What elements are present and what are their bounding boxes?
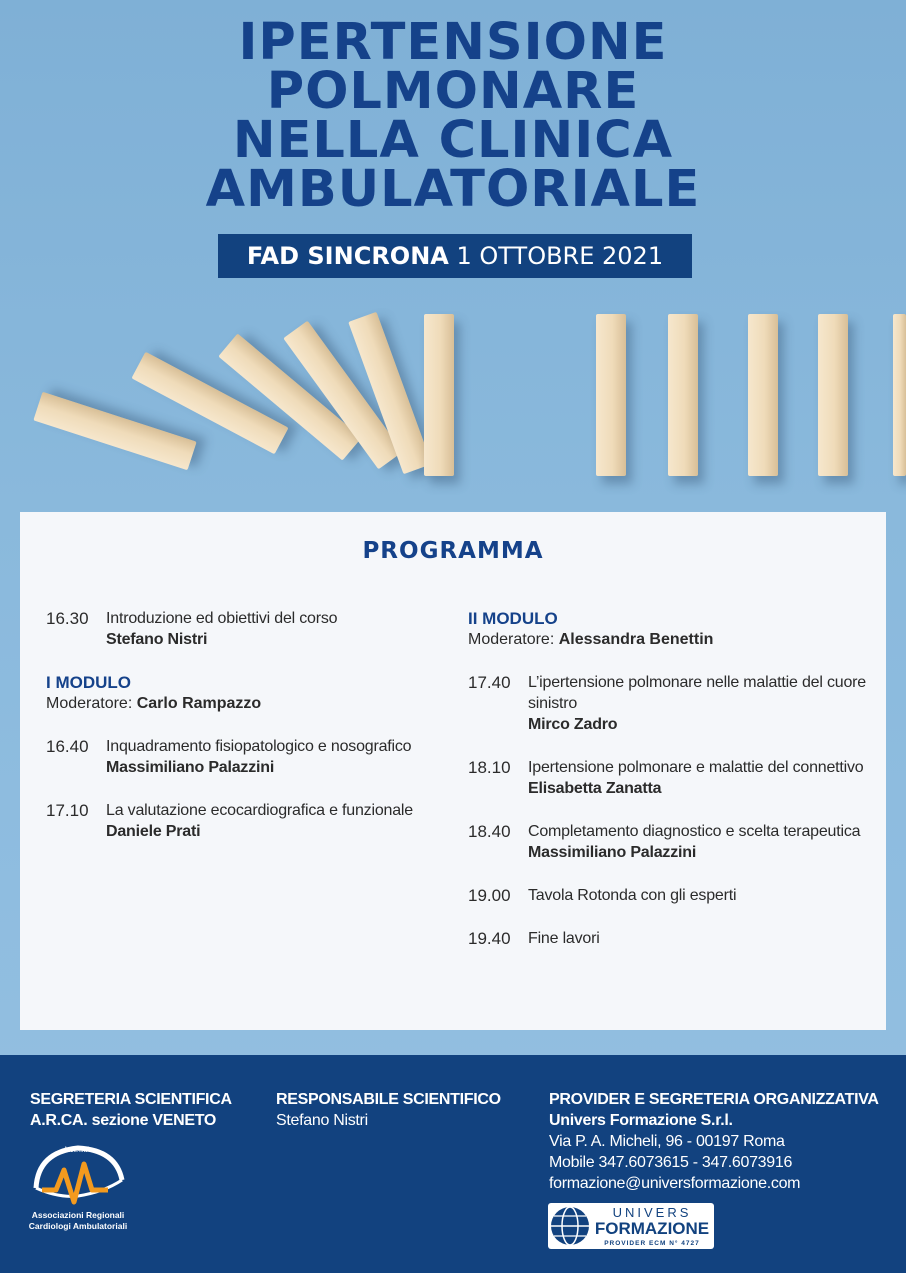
item-speaker: Stefano Nistri [106,631,208,648]
item-time: 16.30 [46,609,89,628]
date-banner [218,234,692,278]
program-column-right [468,608,878,971]
program-item [46,608,456,650]
domino-standing-4 [818,314,848,476]
domino-standing-3 [748,314,778,476]
banner-date: 1 OTTOBRE 2021 [456,242,664,270]
page-title [0,13,906,219]
item-speaker: Elisabetta Zanatta [528,780,662,797]
item-time: 19.00 [468,886,511,905]
item-title: Ipertensione polmonare e malattie del connettivo [528,759,864,776]
item-title: La valutazione ecocardiografica e funzionale [106,802,413,819]
item-speaker: Daniele Prati [106,823,201,840]
item-title: Tavola Rotonda con gli esperti [528,887,737,904]
item-title: L’ipertensione polmonare nelle malattie del cuore sinistro [528,674,866,712]
scientific-lead [276,1089,501,1131]
module-moderator-line [468,631,713,648]
footer [0,1055,906,1273]
item-time: 19.40 [468,929,511,948]
module-title: I MODULO [46,673,131,692]
program-item [46,736,456,778]
domino-illustration [0,300,906,500]
domino-standing-2 [668,314,698,476]
title-line-4: AMBULATORIALE [205,160,701,219]
secretariat-subheading: A.R.CA. sezione VENETO [30,1112,217,1129]
item-title: Inquadramento fisiopatologico e nosografico [106,738,412,755]
item-speaker: Massimiliano Palazzini [106,759,275,776]
banner-format: FAD SINCRONA [246,242,449,270]
program-item [468,672,878,735]
module-2 [468,608,878,650]
program-item [46,800,456,842]
item-time: 16.40 [46,737,89,756]
moderator-label: Moderatore: [468,631,555,648]
item-time: 18.10 [468,758,511,777]
title-line-2: POLMONARE [266,62,640,121]
program-panel [20,512,886,1030]
scientific-lead-name: Stefano Nistri [276,1112,368,1129]
secretariat-heading: SEGRETERIA SCIENTIFICA [30,1091,232,1108]
moderator-label: Moderatore: [46,695,133,712]
arca-logo-line1: Associazioni Regionali [31,1210,125,1220]
scientific-secretariat [30,1089,232,1131]
title-line-3: NELLA CLINICA [232,111,674,170]
program-item [468,928,878,949]
item-title: Fine lavori [528,930,600,947]
item-title: Completamento diagnostico e scelta terapeutica [528,823,861,840]
item-speaker: Massimiliano Palazzini [528,844,697,861]
univers-formazione-logo [548,1203,714,1249]
moderator-name: Alessandra Benettin [558,631,714,648]
domino-fallen-1 [33,392,196,471]
item-time: 18.40 [468,822,511,841]
program-column-left [46,608,456,864]
program-item [468,821,878,863]
provider-info [549,1089,899,1194]
moderator-name: Carlo Rampazzo [136,695,262,712]
module-title: II MODULO [468,609,558,628]
item-speaker: Mirco Zadro [528,716,618,733]
arca-logo [28,1140,128,1236]
provider-email[interactable]: formazione@universformazione.com [549,1175,801,1192]
item-title: Introduzione ed obiettivi del corso [106,610,338,627]
univers-logo-top: UNIVERS [612,1205,692,1220]
provider-mobile: Mobile 347.6073615 - 347.6073916 [549,1154,793,1171]
scientific-lead-heading: RESPONSABILE SCIENTIFICO [276,1091,501,1108]
module-1 [46,672,456,714]
univers-logo-sub: PROVIDER ECM N° 4727 [604,1240,700,1247]
item-time: 17.10 [46,801,89,820]
item-time: 17.40 [468,673,511,692]
arca-logo-line2: Cardiologi Ambulatoriali [28,1221,128,1231]
provider-address: Via P. A. Micheli, 96 - 00197 Roma [549,1133,785,1150]
program-item [468,885,878,906]
domino-standing-1 [596,314,626,476]
domino-standing-5 [893,314,906,476]
domino-fallen-6 [424,314,454,476]
program-title: PROGRAMMA [362,538,544,564]
provider-company: Univers Formazione S.r.l. [549,1112,733,1129]
univers-logo-main: FORMAZIONE [594,1219,710,1238]
title-line-1: IPERTENSIONE [238,13,668,72]
arca-logo-top: A.R.C.A. [62,1145,94,1154]
provider-heading: PROVIDER E SEGRETERIA ORGANIZZATIVA [549,1091,879,1108]
program-item [468,757,878,799]
module-moderator-line [46,695,261,712]
globe-icon [551,1207,589,1245]
